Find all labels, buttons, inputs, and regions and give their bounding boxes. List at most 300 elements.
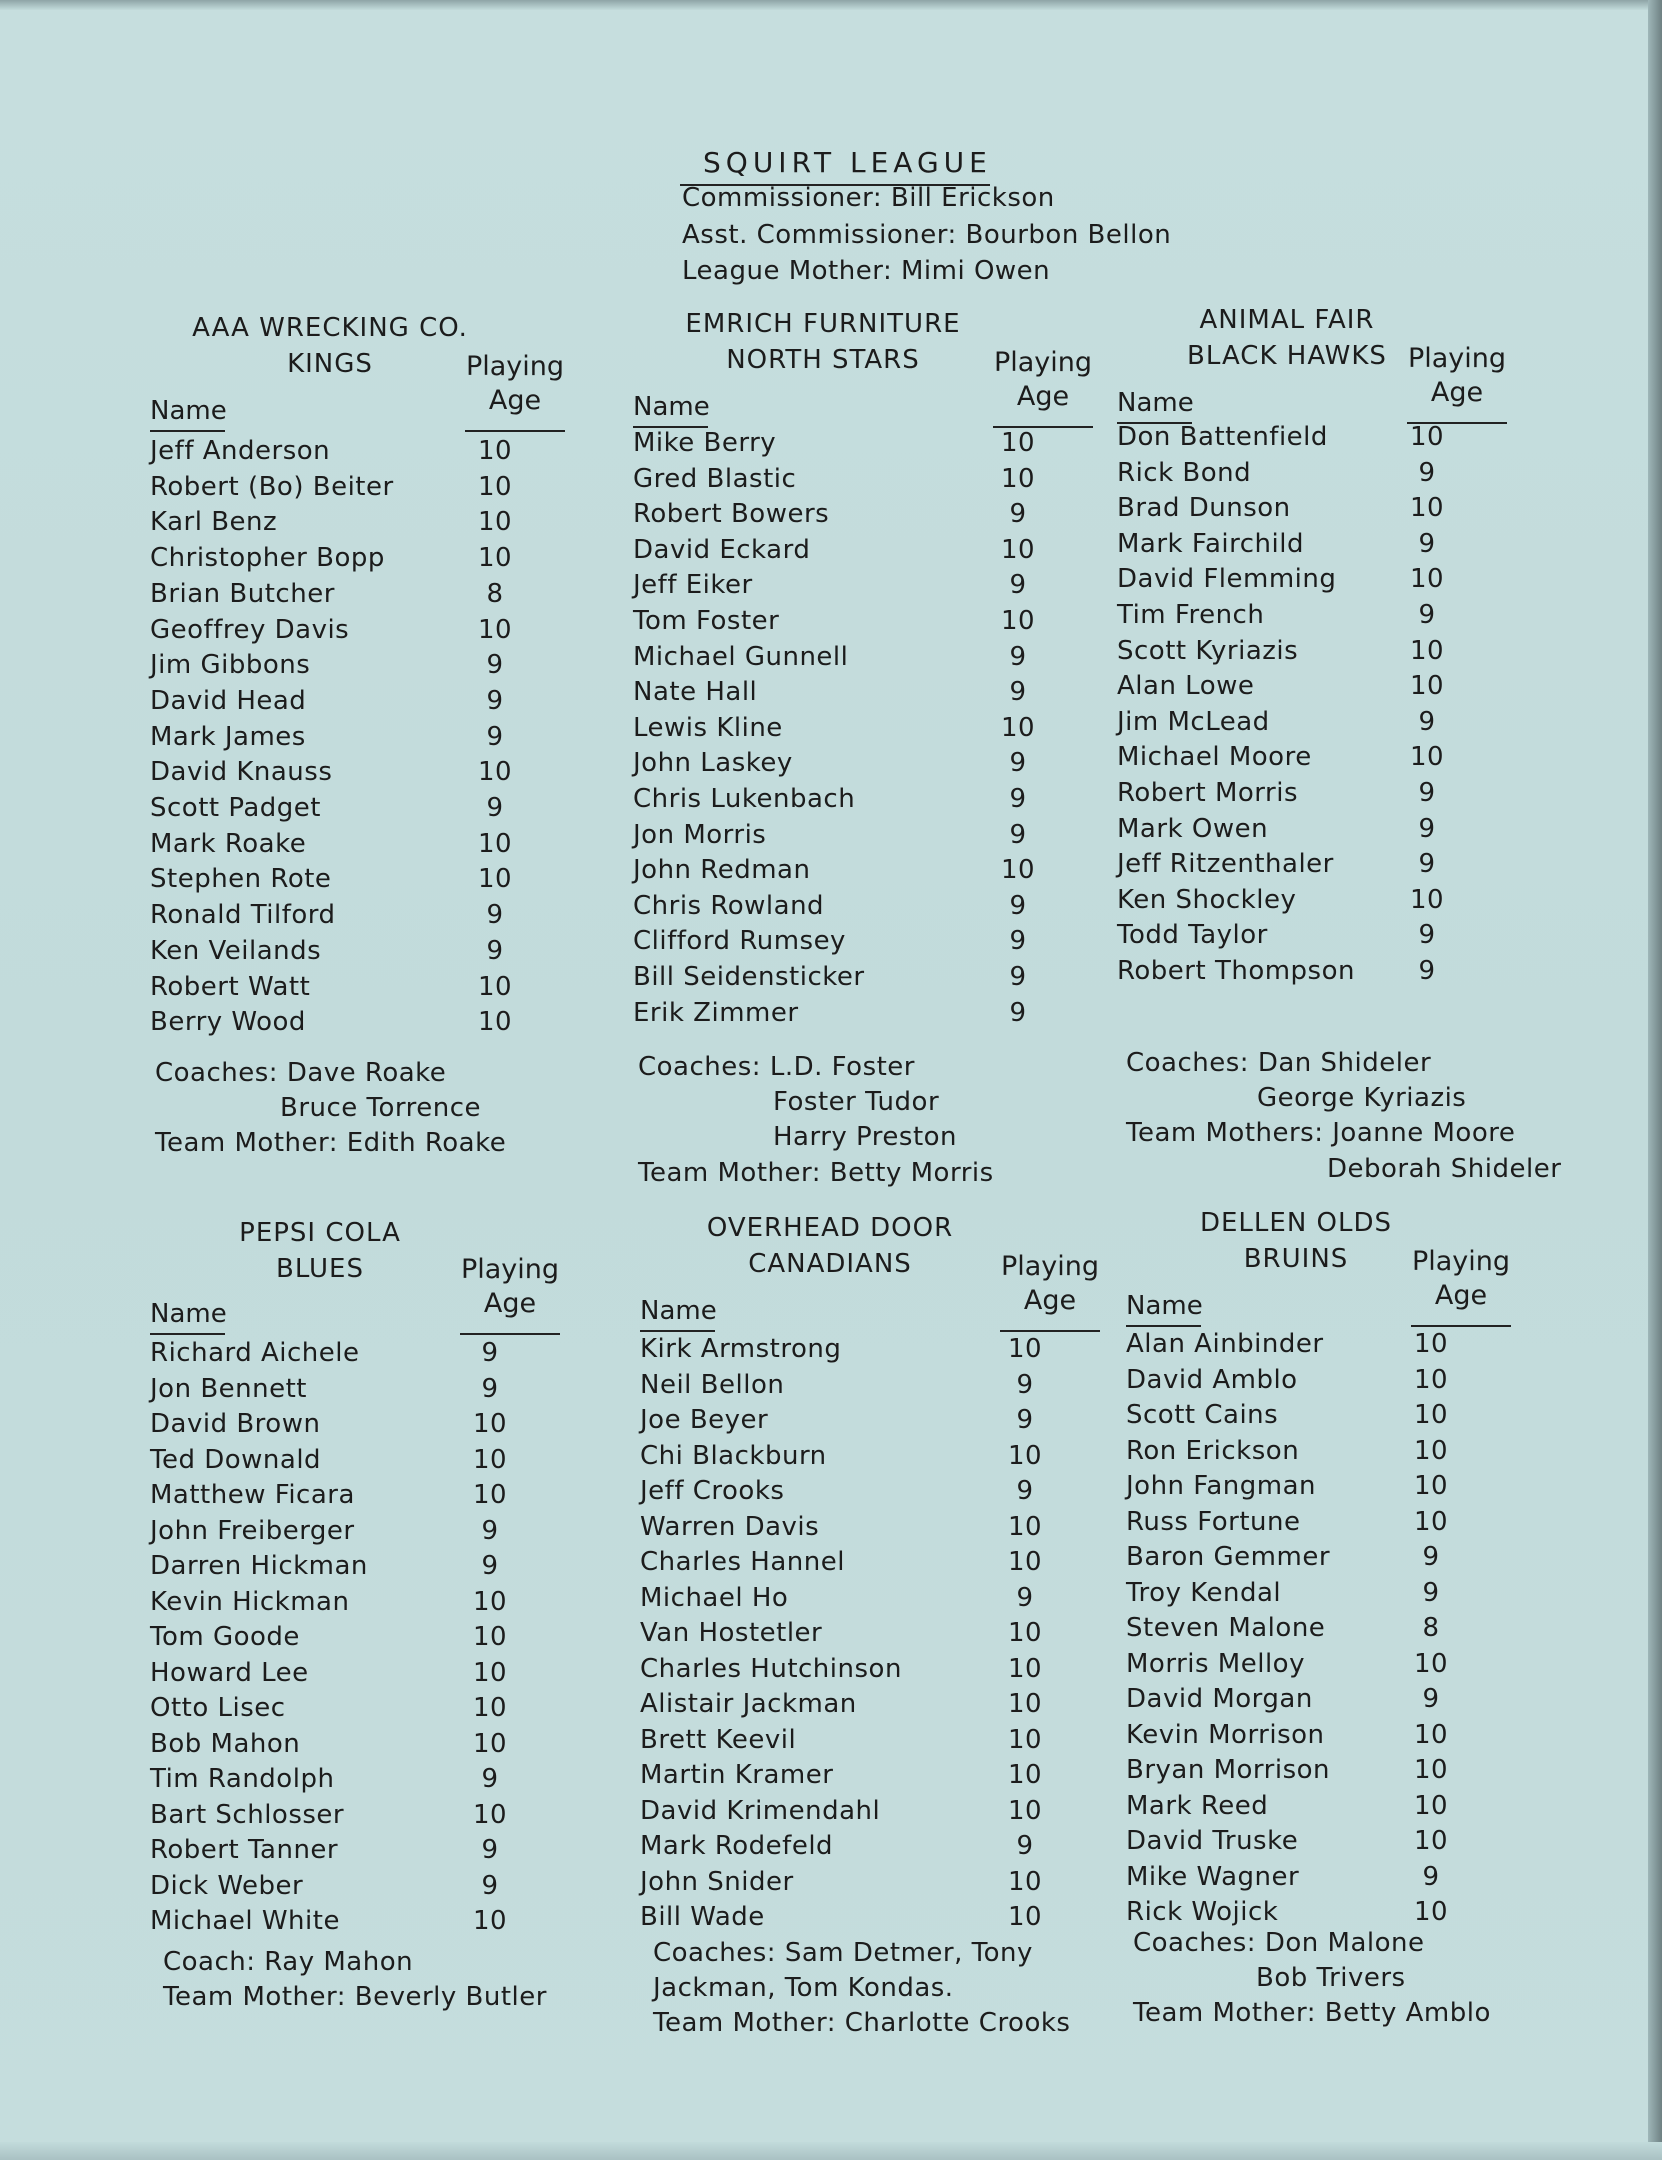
player-age: 10 [1007, 1653, 1043, 1684]
roster-row [150, 1516, 650, 1551]
roster-row [1117, 920, 1617, 955]
roster-row [640, 1405, 1140, 1440]
player-age: 9 [1418, 600, 1436, 630]
player-age: 10 [477, 828, 513, 859]
name-column-header: Name [150, 396, 227, 426]
team-name: BLUES [276, 1254, 364, 1284]
name-column-header: Name [1117, 388, 1194, 418]
team-block [633, 306, 1193, 1188]
player-name: David Knauss [150, 757, 333, 788]
team-header [660, 1210, 1000, 1282]
team-name: BRUINS [1243, 1244, 1349, 1274]
player-age: 10 [1007, 1334, 1043, 1364]
player-name: Rick Wojick [1126, 1897, 1279, 1927]
player-age: 10 [1007, 1689, 1043, 1719]
player-name: David Eckard [633, 534, 811, 565]
player-name: Chris Lukenbach [633, 784, 856, 814]
player-name: Erik Zimmer [633, 997, 799, 1028]
player-age: 9 [1418, 849, 1436, 880]
player-age: 9 [1009, 819, 1027, 850]
roster-row [1126, 1862, 1626, 1897]
roster-row [633, 784, 1133, 819]
team-staff-line: George Kyriazis [1257, 1083, 1467, 1113]
player-name: Alan Ainbinder [1126, 1329, 1324, 1359]
player-age: 9 [1009, 784, 1027, 814]
player-age: 9 [1422, 1684, 1440, 1714]
player-name: Brett Keevil [640, 1724, 797, 1755]
player-name: Stephen Rote [150, 864, 332, 895]
player-name: Scott Kyriazis [1117, 635, 1299, 666]
player-name: Chi Blackburn [640, 1440, 827, 1471]
player-age: 10 [1000, 463, 1036, 494]
player-age: 9 [1009, 570, 1027, 601]
roster-row [150, 1374, 650, 1409]
roster-row [640, 1796, 1140, 1831]
player-name: Michael Moore [1117, 742, 1312, 773]
roster-row [1117, 814, 1617, 849]
player-age: 9 [1418, 813, 1436, 844]
player-name: David Flemming [1117, 564, 1337, 595]
player-age: 9 [481, 1515, 499, 1546]
player-name: Bart Schlosser [150, 1799, 345, 1830]
player-name: Charles Hutchinson [640, 1653, 902, 1684]
team-staff-line: Jackman, Tom Kondas. [653, 1973, 954, 2003]
player-age: 9 [481, 1835, 499, 1865]
age-header-underline [460, 1333, 560, 1335]
team-staff-line: Team Mother: Charlotte Crooks [653, 2008, 1071, 2038]
team-staff-line: Bob Trivers [1256, 1963, 1406, 1993]
roster-row [1126, 1400, 1626, 1435]
roster-row [1117, 458, 1617, 493]
player-age: 9 [1422, 1861, 1440, 1892]
age-label: Age [1023, 1285, 1077, 1316]
roster-row [1126, 1542, 1626, 1577]
player-age: 9 [1009, 499, 1027, 530]
player-name: Scott Cains [1126, 1400, 1279, 1430]
player-age: 9 [1418, 920, 1436, 951]
roster-row [1117, 885, 1617, 920]
player-age: 9 [1016, 1369, 1034, 1400]
roster-row [640, 1476, 1140, 1511]
roster-row [1126, 1791, 1626, 1826]
team-sponsor: PEPSI COLA [239, 1218, 401, 1248]
player-age: 9 [1009, 748, 1027, 779]
roster-row [640, 1654, 1140, 1689]
roster-row [150, 472, 650, 507]
player-age: 10 [477, 614, 513, 645]
roster-row [150, 829, 650, 864]
player-name: Lewis Kline [633, 712, 783, 743]
player-age: 10 [477, 471, 513, 502]
player-age: 9 [1418, 528, 1436, 559]
roster-row [1126, 1684, 1626, 1719]
player-age: 9 [1016, 1582, 1034, 1613]
player-age: 9 [481, 1338, 499, 1368]
name-header-underline [1126, 1325, 1201, 1327]
playing-label: Playing [1411, 1246, 1511, 1277]
player-age: 10 [1007, 1724, 1043, 1755]
team-staff-line: Team Mother: Betty Amblo [1133, 1998, 1491, 2028]
roster-row [1126, 1471, 1626, 1506]
age-label: Age [1434, 1280, 1488, 1311]
roster-row [1117, 564, 1617, 599]
playing-label: Playing [993, 347, 1093, 378]
player-name: Ken Veilands [150, 935, 322, 966]
player-age: 10 [472, 1622, 508, 1652]
player-name: Christopher Bopp [150, 543, 385, 574]
player-age: 10 [472, 1693, 508, 1723]
player-name: Baron Gemmer [1126, 1542, 1331, 1572]
player-name: Mark Reed [1126, 1790, 1269, 1821]
team-staff-line: Harry Preston [773, 1122, 958, 1152]
roster-row [640, 1547, 1140, 1582]
player-age: 10 [1413, 1648, 1449, 1679]
player-name: David Krimendahl [640, 1795, 881, 1826]
player-name: Steven Malone [1126, 1613, 1326, 1643]
team-staff-line: Bruce Torrence [280, 1093, 482, 1123]
player-name: Ronald Tilford [150, 900, 336, 931]
roster-row [150, 1480, 650, 1515]
player-name: Michael Ho [640, 1582, 789, 1613]
player-age: 9 [1009, 997, 1027, 1028]
player-name: Howard Lee [150, 1657, 309, 1688]
roster-row [1117, 493, 1617, 528]
roster-row [150, 793, 650, 828]
player-name: David Brown [150, 1409, 321, 1439]
playing-label: Playing [1000, 1251, 1100, 1282]
player-name: John Snider [640, 1866, 794, 1897]
team-sponsor: EMRICH FURNITURE [685, 309, 961, 339]
player-age: 10 [477, 757, 513, 788]
player-age: 10 [1413, 1826, 1449, 1856]
team-staff-line: Team Mother: Beverly Butler [163, 1982, 547, 2012]
roster-row [633, 535, 1133, 570]
roster-row [640, 1867, 1140, 1902]
player-name: Bill Seidensticker [633, 962, 865, 992]
player-name: Todd Taylor [1117, 920, 1268, 951]
player-name: Robert Bowers [633, 499, 830, 530]
player-name: Morris Melloy [1126, 1648, 1305, 1679]
player-age: 10 [1007, 1795, 1043, 1826]
roster-row [1126, 1329, 1626, 1364]
player-name: Ken Shockley [1117, 884, 1297, 915]
player-age: 9 [481, 1373, 499, 1404]
age-header-underline [1000, 1330, 1100, 1332]
player-name: Tom Foster [633, 606, 780, 636]
roster-row [150, 579, 650, 614]
age-label: Age [1016, 381, 1070, 412]
roster-row [633, 891, 1133, 926]
player-age: 10 [1007, 1440, 1043, 1471]
roster-row [1117, 742, 1617, 777]
player-age: 9 [481, 1551, 499, 1581]
player-age: 10 [1007, 1760, 1043, 1790]
playing-label: Playing [460, 1254, 560, 1285]
player-age: 10 [477, 864, 513, 895]
player-name: Mike Wagner [1126, 1861, 1300, 1892]
player-name: Michael Gunnell [633, 641, 849, 672]
name-header-underline [640, 1330, 715, 1332]
player-age: 10 [1413, 1435, 1449, 1466]
player-name: Robert Watt [150, 971, 311, 1002]
page-bottom-edge [0, 2142, 1662, 2160]
age-label: Age [1430, 377, 1484, 408]
player-age: 10 [1007, 1547, 1043, 1577]
player-age: 10 [472, 1480, 508, 1510]
roster-row [150, 1551, 650, 1586]
player-name: Robert (Bo) Beiter [150, 471, 394, 502]
player-name: Michael White [150, 1906, 340, 1936]
team-staff-line: Coaches: Sam Detmer, Tony [653, 1938, 1033, 1968]
age-header-underline [465, 430, 565, 432]
roster-row [633, 962, 1133, 997]
roster-row [150, 757, 650, 792]
roster-row [150, 1800, 650, 1835]
player-age: 10 [1409, 742, 1445, 773]
roster-row [150, 1587, 650, 1622]
player-name: Mark James [150, 721, 306, 752]
roster-row [633, 499, 1133, 534]
player-age: 9 [1009, 962, 1027, 992]
roster-row [1126, 1826, 1626, 1861]
player-age: 10 [1000, 606, 1036, 636]
roster-row [640, 1370, 1140, 1405]
roster-row [150, 1871, 650, 1906]
roster-row [640, 1902, 1140, 1937]
player-name: Bryan Morrison [1126, 1755, 1331, 1785]
roster-row [150, 507, 650, 542]
player-name: Brad Dunson [1117, 493, 1291, 524]
player-age: 10 [1413, 1897, 1449, 1927]
roster-row [1126, 1365, 1626, 1400]
player-age: 9 [486, 721, 504, 752]
roster-row [150, 615, 650, 650]
player-name: Mike Berry [633, 428, 777, 458]
team-block [150, 1215, 710, 2012]
team-staff-line: Coaches: Don Malone [1133, 1928, 1425, 1958]
roster-row [150, 1764, 650, 1799]
player-age: 10 [1413, 1400, 1449, 1430]
player-name: Robert Thompson [1117, 956, 1355, 986]
roster-row [1126, 1755, 1626, 1790]
age-label: Age [488, 385, 542, 416]
name-header-underline [150, 1333, 225, 1335]
player-age: 10 [477, 971, 513, 1002]
player-name: David Morgan [1126, 1684, 1313, 1714]
player-name: Karl Benz [150, 507, 278, 538]
roster-row [150, 1007, 650, 1042]
team-block [1117, 302, 1662, 1184]
age-label: Age [483, 1288, 537, 1319]
team-block [1126, 1205, 1662, 2028]
player-age: 10 [472, 1728, 508, 1759]
player-age: 10 [472, 1799, 508, 1830]
player-age: 10 [1413, 1719, 1449, 1750]
player-name: Kirk Armstrong [640, 1334, 842, 1364]
player-age: 9 [1016, 1831, 1034, 1861]
playing-label: Playing [1407, 343, 1507, 374]
player-age: 10 [472, 1409, 508, 1439]
team-block [640, 1210, 1200, 2038]
player-name: Joe Beyer [640, 1405, 769, 1435]
player-age: 9 [1016, 1405, 1034, 1435]
player-age: 10 [1413, 1471, 1449, 1501]
player-name: David Head [150, 685, 307, 716]
player-age: 8 [486, 578, 504, 609]
roster-row [640, 1583, 1140, 1618]
team-staff-line: Foster Tudor [773, 1087, 940, 1117]
player-name: Ron Erickson [1126, 1435, 1300, 1466]
roster-row [1126, 1613, 1626, 1648]
roster-row [633, 606, 1133, 641]
roster-row [150, 1835, 650, 1870]
player-age: 9 [481, 1870, 499, 1901]
player-name: Mark Owen [1117, 813, 1269, 844]
team-block [150, 310, 710, 1158]
player-age: 10 [1000, 855, 1036, 886]
player-age: 9 [1009, 890, 1027, 921]
player-age: 10 [1413, 1506, 1449, 1537]
player-name: John Redman [633, 855, 811, 886]
player-name: John Laskey [633, 748, 793, 779]
player-age: 10 [1409, 671, 1445, 702]
player-age: 9 [486, 900, 504, 931]
player-name: Van Hostetler [640, 1618, 823, 1648]
roster-row [150, 972, 650, 1007]
roster-row [1117, 600, 1617, 635]
player-age: 10 [1000, 428, 1036, 458]
roster-row [150, 1906, 650, 1941]
player-name: Jon Morris [633, 819, 767, 850]
player-name: Kevin Morrison [1126, 1719, 1325, 1750]
roster-row [1126, 1507, 1626, 1542]
player-age: 10 [1409, 635, 1445, 666]
player-name: Gred Blastic [633, 463, 797, 494]
player-name: Bob Mahon [150, 1728, 301, 1759]
playing-age-header [1402, 342, 1512, 410]
league-title: SQUIRT LEAGUE [703, 146, 992, 179]
roster-row [150, 864, 650, 899]
player-age: 9 [1422, 1577, 1440, 1608]
player-name: Tim French [1117, 600, 1265, 630]
roster-row [150, 936, 650, 971]
team-staff-line: Coaches: Dave Roake [155, 1058, 447, 1088]
team-staff-line: Coaches: L.D. Foster [638, 1052, 915, 1082]
roster-row [1117, 707, 1617, 742]
player-name: Chris Rowland [633, 890, 825, 921]
name-column-header: Name [150, 1299, 227, 1329]
team-name: NORTH STARS [726, 345, 920, 375]
player-age: 10 [1007, 1511, 1043, 1542]
player-name: Richard Aichele [150, 1338, 360, 1368]
player-name: Matthew Ficara [150, 1480, 355, 1510]
roster-row [1117, 778, 1617, 813]
player-name: John Fangman [1126, 1471, 1317, 1501]
roster-row [633, 677, 1133, 712]
playing-age-header [988, 346, 1098, 414]
playing-age-header [455, 1253, 565, 1321]
roster-row [150, 1658, 650, 1693]
player-age: 9 [1418, 956, 1436, 986]
player-age: 9 [1422, 1542, 1440, 1572]
player-name: Jeff Anderson [150, 436, 331, 466]
player-name: Martin Kramer [640, 1760, 834, 1790]
team-sponsor: OVERHEAD DOOR [706, 1213, 954, 1243]
player-name: Russ Fortune [1126, 1506, 1301, 1537]
roster-row [633, 713, 1133, 748]
player-name: Neil Bellon [640, 1369, 785, 1400]
roster-row [1117, 529, 1617, 564]
player-age: 10 [1000, 712, 1036, 743]
team-header [160, 310, 500, 382]
name-column-header: Name [1126, 1291, 1203, 1321]
roster-row [150, 1622, 650, 1657]
roster-row [640, 1334, 1140, 1369]
team-staff-line: Team Mother: Betty Morris [638, 1158, 994, 1188]
name-column-header: Name [640, 1296, 717, 1326]
league-commissioner: Commissioner: Bill Erickson [682, 183, 1055, 213]
player-age: 9 [486, 935, 504, 966]
player-name: Robert Tanner [150, 1835, 339, 1865]
player-name: Scott Padget [150, 793, 322, 823]
player-age: 10 [1409, 422, 1445, 452]
team-header [653, 306, 993, 378]
roster-row [640, 1760, 1140, 1795]
roster-row [633, 998, 1133, 1033]
player-name: Darren Hickman [150, 1551, 368, 1581]
player-age: 10 [477, 507, 513, 538]
player-age: 9 [486, 793, 504, 823]
player-age: 10 [472, 1444, 508, 1475]
player-age: 10 [1413, 1790, 1449, 1821]
team-staff-line: Team Mothers: Joanne Moore [1126, 1118, 1516, 1148]
roster-row [150, 722, 650, 757]
team-name: CANADIANS [748, 1249, 912, 1279]
roster-row [640, 1512, 1140, 1547]
player-name: Dick Weber [150, 1870, 304, 1901]
player-name: Brian Butcher [150, 578, 335, 609]
roster-row [1117, 422, 1617, 457]
roster-row [150, 686, 650, 721]
player-age: 10 [477, 543, 513, 574]
roster-row [633, 428, 1133, 463]
player-age: 10 [477, 436, 513, 466]
age-header-underline [1411, 1325, 1511, 1327]
league-mother: League Mother: Mimi Owen [682, 256, 1051, 286]
roster-row [150, 1693, 650, 1728]
team-staff-line: Team Mother: Edith Roake [155, 1128, 507, 1158]
roster-row [150, 436, 650, 471]
league-asst-commissioner: Asst. Commissioner: Bourbon Bellon [682, 220, 1172, 250]
player-age: 9 [481, 1764, 499, 1794]
player-age: 9 [1418, 706, 1436, 737]
playing-age-header [460, 350, 570, 418]
team-sponsor: ANIMAL FAIR [1199, 305, 1375, 335]
roster-row [633, 642, 1133, 677]
team-header [150, 1215, 490, 1287]
roster-row [633, 926, 1133, 961]
roster-row [633, 464, 1133, 499]
player-age: 9 [1016, 1476, 1034, 1506]
player-name: Alan Lowe [1117, 671, 1255, 702]
name-column-header: Name [633, 392, 710, 422]
player-name: Alistair Jackman [640, 1689, 857, 1719]
roster-row [633, 570, 1133, 605]
player-name: Tom Goode [150, 1622, 300, 1652]
roster-row [1126, 1649, 1626, 1684]
player-name: Mark Roake [150, 828, 307, 859]
player-age: 10 [472, 1906, 508, 1936]
